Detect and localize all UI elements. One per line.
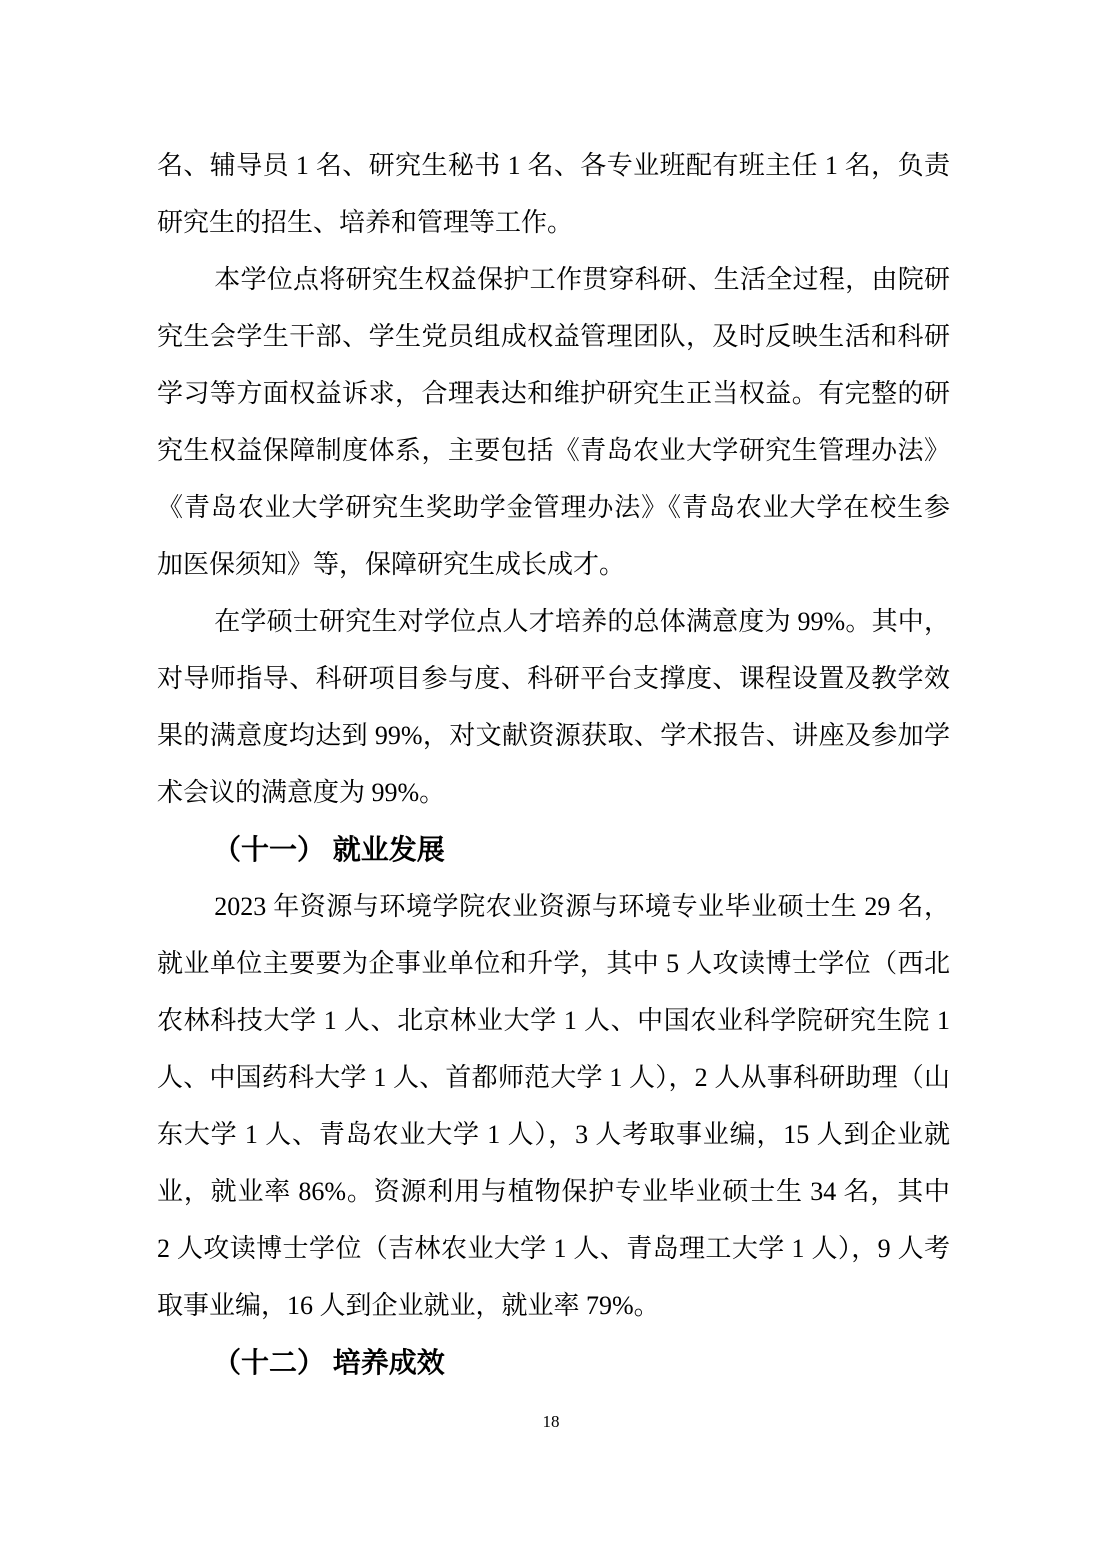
text-line: 2023 年资源与环境学院农业资源与环境专业毕业硕士生 29 名，: [214, 892, 950, 921]
section-heading-employment: （十一） 就业发展: [213, 834, 445, 865]
text-line: 学习等方面权益诉求，合理表达和维护研究生正当权益。有完整的研: [157, 379, 950, 408]
text-line: 本学位点将研究生权益保护工作贯穿科研、生活全过程，由院研: [214, 265, 950, 294]
text-line: 研究生的招生、培养和管理等工作。: [157, 208, 574, 237]
text-line: 术会议的满意度为 99%。: [157, 778, 446, 807]
document-body: [157, 137, 950, 1391]
text-line: 2 人攻读博士学位（吉林农业大学 1 人、青岛理工大学 1 人），9 人考: [157, 1234, 950, 1263]
text-line: 取事业编，16 人到企业就业，就业率 79%。: [157, 1291, 660, 1320]
text-line: 加医保须知》等，保障研究生成长成才。: [157, 550, 626, 579]
text-line: 在学硕士研究生对学位点人才培养的总体满意度为 99%。其中，: [214, 607, 950, 636]
text-line: 就业单位主要要为企事业单位和升学，其中 5 人攻读博士学位（西北: [157, 949, 950, 978]
text-line: 名、辅导员 1 名、研究生秘书 1 名、各专业班配有班主任 1 名，负责: [157, 151, 950, 180]
text-line: 农林科技大学 1 人、北京林业大学 1 人、中国农业科学院研究生院 1: [157, 1006, 950, 1035]
page-number: 18: [542, 1412, 560, 1431]
text-line: 业，就业率 86%。资源利用与植物保护专业毕业硕士生 34 名，其中: [157, 1177, 950, 1206]
text-line: 东大学 1 人、青岛农业大学 1 人），3 人考取事业编，15 人到企业就: [157, 1120, 950, 1149]
text-line: 人、中国药科大学 1 人、首都师范大学 1 人），2 人从事科研助理（山: [157, 1063, 950, 1092]
text-line: 究生会学生干部、学生党员组成权益管理团队，及时反映生活和科研: [157, 322, 950, 351]
text-line: 果的满意度均达到 99%，对文献资源获取、学术报告、讲座及参加学: [157, 721, 950, 750]
text-line: 究生权益保障制度体系，主要包括《青岛农业大学研究生管理办法》: [157, 436, 950, 465]
section-heading-cultivation: （十二） 培养成效: [213, 1347, 445, 1378]
text-line: 对导师指导、科研项目参与度、科研平台支撑度、课程设置及教学效: [157, 664, 950, 693]
text-line: 《青岛农业大学研究生奖助学金管理办法》《青岛农业大学在校生参: [157, 493, 950, 522]
